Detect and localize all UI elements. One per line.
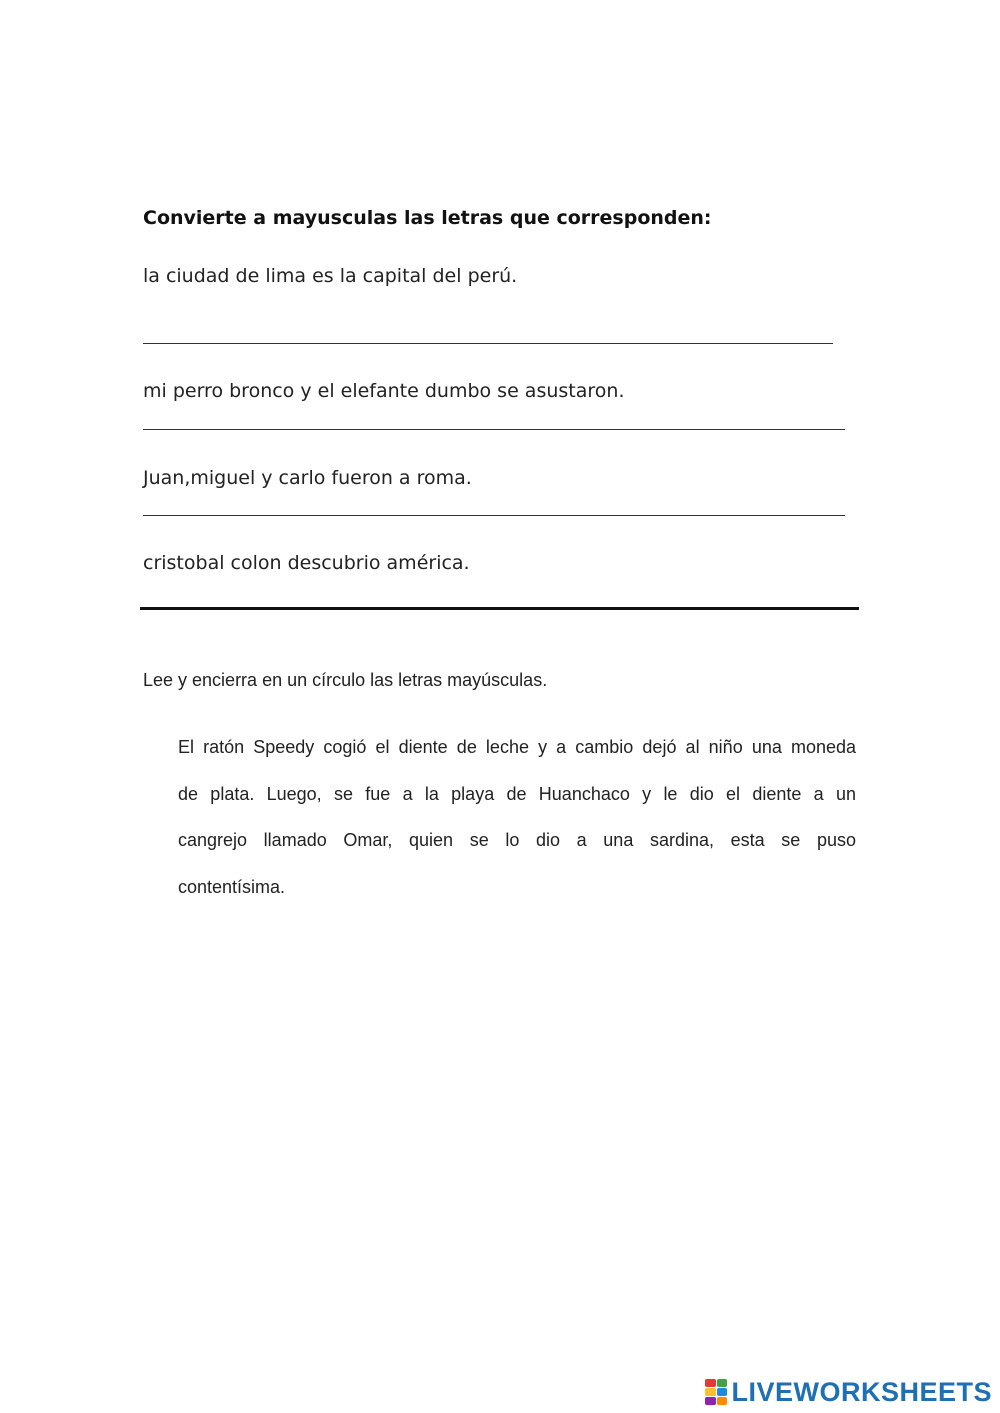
logo-tile <box>705 1388 716 1396</box>
paragraph-line[interactable]: de plata. Luego, se fue a la playa de Huanchaco y le dio el diente a un <box>178 783 856 804</box>
sentence-2: mi perro bronco y el elefante dumbo se asustaron. <box>143 380 625 402</box>
answer-line-1[interactable] <box>143 343 833 344</box>
answer-line-3[interactable] <box>143 515 845 516</box>
answer-line-4[interactable] <box>140 607 859 610</box>
answer-line-2[interactable] <box>143 429 845 430</box>
logo-tile <box>705 1379 716 1387</box>
paragraph-line[interactable]: El ratón Speedy cogió el diente de leche y a cambio dejó al niño una moneda <box>178 737 856 757</box>
liveworksheets-watermark <box>705 1377 992 1407</box>
logo-tile <box>717 1388 728 1396</box>
liveworksheets-logo-icon <box>705 1379 727 1405</box>
logo-tile <box>705 1397 716 1405</box>
logo-tile <box>717 1379 728 1387</box>
sentence-1: la ciudad de lima es la capital del perú. <box>143 265 518 287</box>
paragraph-line[interactable]: cangrejo llamado Omar, quien se lo dio a una sardina, esta se puso <box>178 830 856 850</box>
paragraph-line[interactable]: contentísima. <box>178 876 286 897</box>
sentence-4: cristobal colon descubrio américa. <box>143 552 470 574</box>
reading-paragraph <box>178 724 856 910</box>
logo-tile <box>717 1397 728 1405</box>
sentence-3: Juan,miguel y carlo fueron a roma. <box>143 467 472 489</box>
task1-heading: Convierte a mayusculas las letras que corresponden: <box>143 207 712 229</box>
watermark-text: LIVEWORKSHEETS <box>731 1376 992 1407</box>
task2-title: Lee y encierra en un círculo las letras mayúsculas. <box>143 670 548 690</box>
